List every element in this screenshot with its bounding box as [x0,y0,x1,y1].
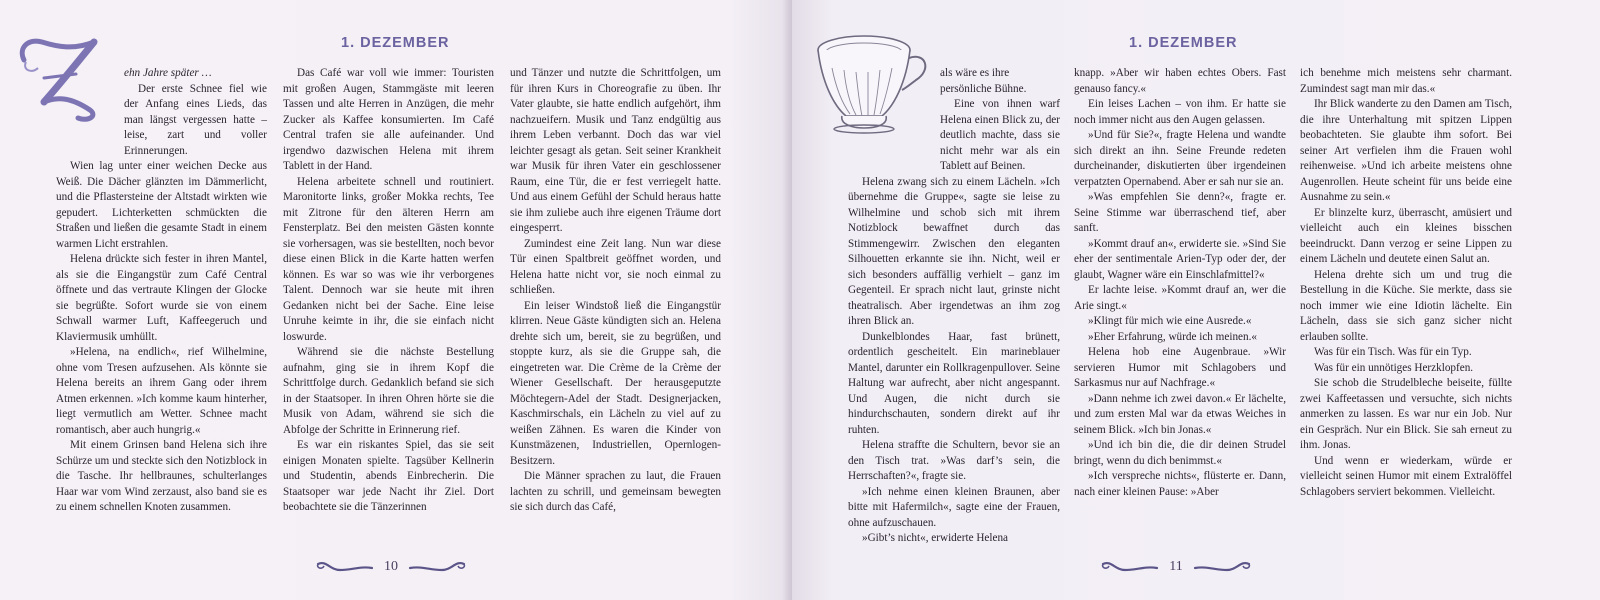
paragraph: »Kommt drauf an«, erwiderte sie. »Sind Sie eher der sentimentale Arien-Typ oder der, der glaubt, Wagner wäre ein Einschlafmittel?« [1074,237,1286,281]
paragraph: Der erste Schnee fiel wie der Anfang eines Lieds, das man längst vergessen hatte – leise, zart und voller Erinnerungen. [124,82,267,157]
paragraph: Während sie die nächste Bestellung aufnahm, ging sie in ihrem Kopf die Schrittfolge durch. Gedanklich befand sie sich in der Staatsoper. In ihren Ohren hörte sie die Musik von Adam, während sie sich die Abfolge der Schritte in Erinnerung rief. [283,346,494,436]
paragraph: »Und für Sie?«, fragte Helena und wandte sich direkt an ihn. Seine Freunde redeten durcheinander, diskutierten über irgendeinen verpatzten Opernabend. Aber er sah nur sie an. [1074,129,1286,188]
right-swirl-icon [1193,558,1251,578]
right-page-header: 1. DEZEMBER [1129,35,1238,51]
paragraph: Eine von ihnen warf Helena einen Blick zu, der deutlich machte, dass sie nicht mehr war als ein Tablett auf Beinen. [940,98,1060,172]
left-column-2 [283,66,494,516]
paragraph: Dunkelblondes Haar, fast brünett, ordentlich gescheitelt. Ein marineblauer Mantel, darunter ein Rollkragenpullover. Seine Haltung war aufrecht, aber nicht angespannt. Und Augen, die nicht durch sie hindurchschauten, sondern direkt auf ihr ruhten. [848,330,1060,436]
paragraph: »Und ich bin die, die dir deinen Strudel bringt, wenn du dich benimmst.« [1074,439,1286,467]
paragraph: »Ich verspreche nichts«, flüsterte er. Dann, nach einer kleinen Pause: »Aber [1074,470,1286,498]
paragraph: Es war ein riskantes Spiel, das sie seit einigen Monaten spielte. Tagsüber Kellnerin und Studentin, abends Einbrecherin. Die Staatsoper war jede Nacht ihr Ziel. Dort beobachtete sie die Tänzerinnen [283,439,494,513]
paragraph: »Was empfehlen Sie denn?«, fragte er. Seine Stimme war überraschend tief, aber sanft. [1074,191,1286,234]
paragraph: Ein leiser Windstoß ließ die Eingangstür klirren. Neue Gäste kündigten sich an. Helena drehte sich um, bereit, sie zu begrüßen, und stoppte kurz, als sie die Gruppe sah, die eingetreten war. Die Crème de la Crème der Wiener Gesellschaft. Der herausgeputzte Möchtegern-Adel der Stadt. Designerjacken, Kaschmirschals, ein Lächeln zu viel auf zu weißen Zähnen. Es waren die Kinder von Kunstmäzenen, Industriellen, Opernlogen-Besitzern. [510,299,721,467]
paragraph: Zumindest eine Zeit lang. Nun war diese Tür einen Spaltbreit geöffnet worden, und Helena hatte nicht vor, sie noch einmal zu schließen. [510,237,721,296]
right-swirl-icon [408,558,466,578]
paragraph: als wäre es ihre persönliche Bühne. [940,67,1027,95]
paragraph: Helena arbeitete schnell und routiniert. Maronitorte links, großer Mokka rechts, Tee mit Zitrone für den älteren Herrn am Fensterplatz. Bei den meisten Gästen konnte sie vorhersagen, was sie bestellten, noch bevor diese einen Blick in die Karte hatten werfen können. Es war so was wie ihr verborgenes Talent. Dennoch war sie heute mit ihren Gedanken nicht bei der Sache. Eine leise Unruhe keimte in ihr, die sie einfach nicht loswurde. [283,175,494,343]
left-page [0,0,792,600]
paragraph: Helena hob eine Augenbraue. »Wir servieren Humor mit Schlagobers und Sarkasmus nur auf Nachfrage.« [1074,346,1286,389]
paragraph: »Helena, na endlich«, rief Wilhelmine, ohne vom Tresen aufzusehen. Als könnte sie Helena bereits an ihrem Gang oder ihrem Atmen erkennen. »Ich komme kaum hinterher, liegt vermutlich am Wetter. Schnee macht romantisch, aber auch hungrig.« [56,346,267,436]
paragraph: Er lachte leise. »Kommt drauf an, wer die Arie singt.« [1074,284,1286,312]
page-number-text: 10 [384,559,398,574]
paragraph: »Klingt für mich wie eine Ausrede.« [1088,315,1252,327]
right-column-1 [848,66,1060,547]
left-swirl-icon [316,558,374,578]
paragraph: Die Männer sprachen zu laut, die Frauen lachten zu schrill, und gemeinsam bewegten sie sich durch das Café, [510,470,721,513]
paragraph: ehn Jahre später … [124,67,212,79]
right-page-number [1101,558,1251,580]
page-number-text: 11 [1169,559,1183,574]
right-page [792,0,1600,600]
paragraph: Mit einem Grinsen band Helena sich ihre Schürze um und steckte sich den Notizblock in die Tasche. Ihr hellbraunes, schulterlanges Haar war vom Wind zerzaust, also band sie es zu einem schnellen Knoten zusammen. [56,439,267,513]
paragraph: ich benehme mich meistens sehr charmant. Zumindest sagt man mir das.« [1300,67,1512,95]
paragraph: Helena zwang sich zu einem Lächeln. »Ich übernehme die Gruppe«, sagte sie leise zu Wilhelmine und schob sich mit ihrem Notizblock bewaffnet durch das Stimmengewirr. Zwischen den eleganten Silhouetten erkannte sie ihn. Nicht, weil er sich besonders auffällig verhielt – ganz im Gegenteil. Er sprach nicht laut, grinste nicht theatralisch. Aber irgendetwas an ihm zog ihren Blick an. [848,175,1060,327]
paragraph: Helena drehte sich um und trug die Bestellung in die Küche. Sie merkte, dass sie noch immer wie eine Idiotin lächelte. Ein Lächeln, dass sie sich ganz sicher nicht erlauben sollte. [1300,268,1512,343]
paragraph: Das Café war voll wie immer: Touristen mit großen Augen, Stammgäste mit leeren Tassen und alte Herren in Anzügen, die mehr Zucker als Kaffee konsumierten. Im Café Central trafen sie alle aufeinander. Und irgendwo dazwischen Helena mit ihrem Tablett in der Hand. [283,67,494,172]
left-column-3 [510,66,721,516]
left-swirl-icon [1101,558,1159,578]
paragraph: »Gibt’s nicht«, erwiderte Helena [862,532,1009,544]
paragraph: Helena straffte die Schultern, bevor sie an den Tisch trat. »Was darf’s sein, die Herrschaften?«, fragte sie. [848,439,1060,482]
paragraph: Und wenn er wiederkam, würde er vielleicht seinen Humor mit einem Extralöffel Schlagobers serviert bekommen. Vielleicht. [1300,454,1512,498]
paragraph: »Dann nehme ich zwei davon.« Er lächelte, und zum ersten Mal war da etwas Weiches in seinem Blick. »Ich bin Jonas.« [1074,392,1286,436]
right-column-3 [1300,66,1512,500]
right-column-2 [1074,66,1286,500]
paragraph: Ein leises Lachen – von ihm. Er hatte sie noch immer nicht aus den Augen gelassen. [1074,98,1286,126]
left-column-1 [56,66,267,516]
left-page-number [316,558,466,580]
paragraph: Wien lag unter einer weichen Decke aus Weiß. Die Dächer glänzten im Dämmerlicht, und die Pflastersteine der Altstadt wirkten wie gepudert. Lichterketten schmückten die Straßen und ließen die gesamte Stadt in einem warmen Licht erstrahlen. [56,160,267,250]
paragraph: »Eher Erfahrung, würde ich meinen.« [1088,330,1257,343]
paragraph: Was für ein unnötiges Herzklopfen. [1314,361,1474,374]
left-page-header: 1. DEZEMBER [341,35,450,51]
paragraph: knapp. »Aber wir haben echtes Obers. Fast genauso fancy.« [1074,67,1286,95]
paragraph: Sie schob die Strudelbleche beiseite, füllte zwei Kaffeetassen und versuchte, sich nichts anmerken zu lassen. Es war nur ein Job. Nur ein Gespräch. Nur ein Blick. Sie sah erneut zu ihm. Jonas. [1300,377,1512,451]
paragraph: Was für ein Tisch. Was für ein Typ. [1314,346,1472,358]
paragraph: Ihr Blick wanderte zu den Damen am Tisch, die ihre Unterhaltung mit spitzen Lippen beobachteten. Sie glaubte ihm sofort. Bei seiner Art verfielen ihm die Frauen wohl reihenweise. »Und ich arbeite meistens ohne Augenrollen. Heute scheint für uns beide eine Ausnahme zu sein.« [1300,98,1512,203]
paragraph: Helena drückte sich fester in ihren Mantel, als sie die Eingangstür zum Café Central öffnete und das vertraute Klingen der Glocke sie begrüßte. Sofort wurde sie von einem Schwall warmer Luft, Kaffeegeruch und Klaviermusik umhüllt. [56,253,267,343]
paragraph: Er blinzelte kurz, überrascht, amüsiert und vielleicht auch ein kleines bisschen beeindruckt. Dann verzog er seine Lippen zu einem Lächeln und deutete einen Salut an. [1300,206,1512,265]
paragraph: »Ich nehme einen kleinen Braunen, aber bitte mit Hafermilch«, sagte eine der Frauen, ohne aufzuschauen. [848,485,1060,529]
paragraph: und Tänzer und nutzte die Schrittfolgen, um für ihren Kurs in Choreografie zu üben. Ihr Vater glaubte, sie hatte endlich aufgehört, ihm nachzueifern. Musik und Tanz endgültig aus ihrem Leben verbannt. Doch das war viel leichter gesagt als getan. Seit seiner Krankheit war Musik für ihren Vater ein geschlossener Raum, eine Tür, die er fest verriegelt hatte. Und aus einem Gefühl der Schuld heraus hatte sie ihm zuliebe auch ihre eigenen Träume dort eingesperrt. [510,67,721,234]
